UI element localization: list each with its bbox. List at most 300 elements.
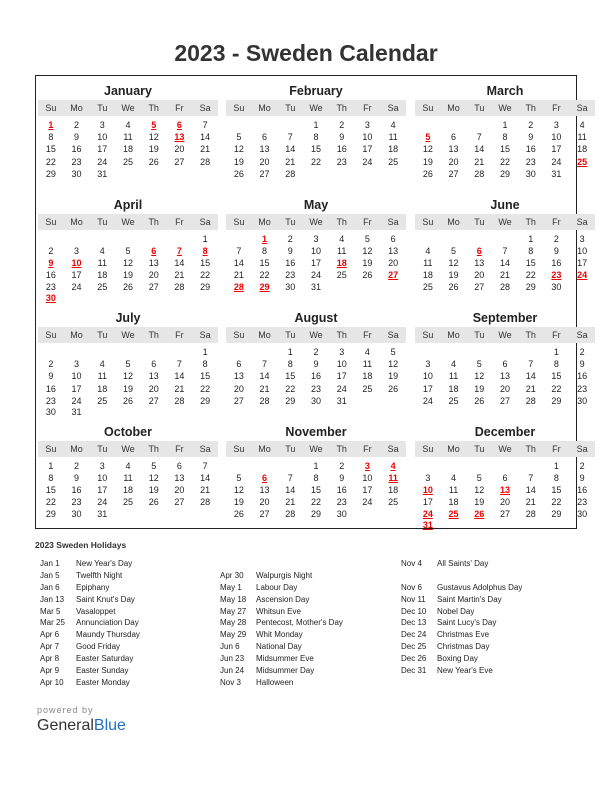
holiday-date: Jan 6 bbox=[40, 582, 60, 592]
empty-cell bbox=[415, 460, 441, 472]
day: 4 bbox=[579, 120, 585, 130]
day: 29 bbox=[499, 168, 510, 179]
day: 1 bbox=[313, 460, 319, 471]
weekday-label: We bbox=[309, 330, 323, 340]
day: 8 bbox=[553, 359, 559, 370]
day: 16 bbox=[71, 484, 82, 495]
holidays-title: 2023 Sweden Holidays bbox=[35, 540, 127, 550]
day: 11 bbox=[123, 472, 133, 483]
holiday-day: 28 bbox=[233, 282, 244, 293]
month-title: July bbox=[115, 311, 141, 325]
day: 12 bbox=[122, 257, 133, 268]
weekday-label: We bbox=[121, 216, 135, 227]
day: 10 bbox=[422, 371, 433, 382]
holiday-name: Christmas Eve bbox=[437, 630, 490, 640]
day: 23 bbox=[45, 395, 56, 406]
holiday-date: Jan 13 bbox=[40, 594, 65, 604]
day: 8 bbox=[528, 245, 534, 256]
day: 24 bbox=[71, 282, 82, 293]
day: 26 bbox=[122, 282, 133, 293]
day: 27 bbox=[148, 282, 159, 293]
day: 22 bbox=[45, 497, 56, 508]
holiday-name: Epiphany bbox=[76, 582, 110, 592]
day: 22 bbox=[525, 270, 536, 281]
day: 13 bbox=[148, 371, 159, 382]
empty-cell bbox=[167, 233, 193, 245]
day: 1 bbox=[202, 233, 208, 244]
day: 9 bbox=[579, 472, 585, 483]
weekday-label: Fr bbox=[363, 216, 372, 227]
weekday-label: Mo bbox=[447, 443, 460, 454]
month-title: August bbox=[294, 311, 338, 325]
holiday-name: Saint Lucy's Day bbox=[437, 618, 497, 628]
holiday-item bbox=[401, 570, 522, 582]
day: 1 bbox=[528, 233, 534, 244]
weekday-label: Tu bbox=[474, 103, 485, 113]
holiday-day: 1 bbox=[262, 233, 268, 244]
day: 16 bbox=[45, 270, 56, 281]
day: 14 bbox=[285, 484, 296, 495]
day: 2 bbox=[74, 460, 80, 471]
weekday-label: Th bbox=[148, 216, 159, 227]
day: 16 bbox=[551, 257, 562, 268]
day: 6 bbox=[502, 472, 508, 483]
weekday-label: Mo bbox=[258, 216, 271, 227]
holiday-day: 18 bbox=[336, 257, 347, 268]
weekday-label: Tu bbox=[285, 216, 296, 227]
day: 29 bbox=[200, 395, 211, 406]
day: 9 bbox=[313, 359, 319, 370]
day: 11 bbox=[97, 257, 107, 268]
day: 16 bbox=[285, 257, 296, 268]
day: 28 bbox=[174, 395, 185, 406]
day: 29 bbox=[551, 509, 562, 520]
holiday-item bbox=[40, 594, 140, 606]
weekday-label: Su bbox=[422, 216, 434, 227]
weekday-label: Fr bbox=[552, 103, 561, 113]
day: 31 bbox=[551, 168, 562, 179]
day: 11 bbox=[337, 245, 347, 256]
day: 8 bbox=[553, 472, 559, 483]
weekday-label: We bbox=[309, 443, 323, 454]
holiday-day: 13 bbox=[174, 132, 185, 143]
day: 15 bbox=[310, 144, 321, 155]
day: 4 bbox=[451, 359, 457, 370]
day: 12 bbox=[448, 257, 459, 268]
day: 22 bbox=[499, 156, 510, 167]
holiday-item bbox=[220, 653, 343, 665]
day: 4 bbox=[451, 472, 457, 483]
day: 27 bbox=[259, 168, 270, 179]
empty-cell bbox=[518, 460, 544, 472]
holiday-name: Gustavus Adolphus Day bbox=[437, 582, 523, 592]
month-june bbox=[415, 190, 595, 303]
weekday-label: Tu bbox=[285, 330, 296, 340]
day: 15 bbox=[551, 484, 562, 495]
day: 27 bbox=[474, 282, 485, 293]
day: 15 bbox=[525, 257, 536, 268]
day: 11 bbox=[97, 371, 107, 382]
day: 22 bbox=[200, 383, 211, 394]
holiday-item bbox=[220, 558, 343, 570]
weekday-label: Fr bbox=[552, 330, 561, 340]
day: 17 bbox=[577, 257, 588, 268]
day: 6 bbox=[151, 359, 157, 370]
days-grid bbox=[415, 233, 595, 294]
day: 14 bbox=[499, 257, 510, 268]
weekday-label: Tu bbox=[97, 330, 108, 340]
day: 11 bbox=[448, 371, 459, 382]
holiday-date: Jun 24 bbox=[220, 666, 245, 676]
day: 9 bbox=[74, 472, 80, 483]
empty-cell bbox=[466, 460, 492, 472]
day: 18 bbox=[97, 270, 108, 281]
empty-cell bbox=[141, 233, 167, 245]
day: 8 bbox=[313, 132, 319, 143]
day: 1 bbox=[287, 347, 293, 357]
holiday-name: National Day bbox=[256, 642, 302, 652]
weekday-label: Th bbox=[148, 330, 159, 340]
day: 29 bbox=[45, 168, 56, 179]
day: 4 bbox=[390, 120, 396, 130]
holiday-day: 25 bbox=[448, 509, 459, 520]
day: 19 bbox=[388, 371, 399, 382]
brand-logo bbox=[37, 705, 126, 735]
holiday-date: Jun 23 bbox=[220, 654, 245, 664]
holiday-day: 5 bbox=[151, 120, 157, 130]
day: 7 bbox=[528, 359, 534, 370]
holiday-day: 29 bbox=[259, 282, 270, 293]
empty-cell bbox=[492, 460, 518, 472]
month-title: January bbox=[104, 84, 152, 98]
day: 4 bbox=[339, 233, 345, 244]
weekday-label: Th bbox=[336, 216, 347, 227]
day: 3 bbox=[99, 120, 105, 130]
weekday-label: Su bbox=[233, 103, 245, 113]
day: 3 bbox=[553, 120, 559, 130]
empty-cell bbox=[252, 460, 278, 472]
day: 28 bbox=[285, 168, 296, 179]
day: 22 bbox=[551, 383, 562, 394]
holiday-item bbox=[401, 665, 522, 677]
month-title: September bbox=[472, 311, 538, 325]
holiday-date: Dec 13 bbox=[401, 618, 427, 628]
day: 20 bbox=[388, 257, 399, 268]
day: 28 bbox=[525, 395, 536, 406]
days-grid bbox=[38, 233, 218, 304]
day: 20 bbox=[448, 156, 459, 167]
day: 6 bbox=[502, 359, 508, 370]
day: 18 bbox=[448, 497, 459, 508]
holiday-name: Labour Day bbox=[256, 582, 298, 592]
day: 25 bbox=[97, 282, 108, 293]
weekday-label: Su bbox=[45, 330, 57, 340]
weekday-header bbox=[415, 327, 595, 343]
day: 5 bbox=[476, 359, 482, 370]
holiday-day: 24 bbox=[577, 270, 588, 281]
holiday-day: 30 bbox=[45, 293, 56, 304]
day: 19 bbox=[422, 156, 433, 167]
month-july bbox=[38, 303, 218, 416]
holiday-day: 3 bbox=[364, 460, 370, 471]
day: 21 bbox=[233, 270, 244, 281]
empty-cell bbox=[277, 119, 303, 131]
month-title: November bbox=[285, 424, 347, 439]
holiday-date: Dec 10 bbox=[401, 606, 427, 616]
weekday-label: Tu bbox=[97, 216, 108, 227]
day: 20 bbox=[499, 497, 510, 508]
days-grid bbox=[38, 460, 218, 521]
weekday-label: Su bbox=[45, 103, 57, 113]
day: 15 bbox=[551, 371, 562, 382]
day: 6 bbox=[390, 233, 396, 244]
day: 17 bbox=[422, 383, 433, 394]
day: 14 bbox=[233, 257, 244, 268]
weekday-label: Tu bbox=[285, 443, 296, 454]
day: 18 bbox=[122, 484, 133, 495]
weekday-label: Sa bbox=[576, 103, 588, 113]
day: 11 bbox=[577, 132, 587, 143]
holiday-name: All Saints' Day bbox=[437, 559, 489, 568]
day: 20 bbox=[259, 156, 270, 167]
weekday-label: Sa bbox=[387, 216, 399, 227]
day: 23 bbox=[336, 497, 347, 508]
day: 20 bbox=[174, 144, 185, 155]
weekday-header bbox=[415, 214, 595, 230]
day: 25 bbox=[122, 497, 133, 508]
day: 26 bbox=[122, 395, 133, 406]
weekday-label: We bbox=[121, 330, 135, 340]
powered-by: powered by bbox=[37, 705, 94, 715]
day: 23 bbox=[45, 282, 56, 293]
day: 27 bbox=[499, 509, 510, 520]
day: 5 bbox=[125, 359, 131, 370]
day: 27 bbox=[233, 395, 244, 406]
weekday-label: Fr bbox=[552, 216, 561, 227]
day: 3 bbox=[74, 359, 80, 370]
day: 18 bbox=[97, 383, 108, 394]
weekday-label: Tu bbox=[97, 443, 108, 454]
day: 12 bbox=[474, 371, 485, 382]
empty-cell bbox=[64, 233, 90, 245]
empty-cell bbox=[64, 346, 90, 358]
day: 2 bbox=[48, 245, 54, 256]
day: 7 bbox=[287, 472, 293, 483]
day: 30 bbox=[551, 282, 562, 293]
weekday-label: Mo bbox=[70, 103, 83, 113]
holiday-date: Apr 6 bbox=[40, 630, 60, 640]
weekday-label: Fr bbox=[363, 103, 372, 113]
holiday-name: New Year's Day bbox=[76, 559, 133, 568]
day: 17 bbox=[551, 144, 562, 155]
day: 1 bbox=[202, 347, 208, 357]
day: 24 bbox=[422, 395, 433, 406]
day: 12 bbox=[122, 371, 133, 382]
weekday-label: Su bbox=[233, 330, 245, 340]
day: 21 bbox=[200, 484, 211, 495]
month-october bbox=[38, 417, 218, 530]
day: 19 bbox=[233, 497, 244, 508]
day: 31 bbox=[310, 282, 321, 293]
day: 25 bbox=[97, 395, 108, 406]
day: 16 bbox=[577, 484, 588, 495]
empty-cell bbox=[415, 346, 441, 358]
day: 22 bbox=[551, 497, 562, 508]
day: 26 bbox=[422, 168, 433, 179]
weekday-header bbox=[38, 441, 218, 457]
day: 8 bbox=[48, 472, 54, 483]
empty-cell bbox=[226, 119, 252, 131]
holiday-item bbox=[401, 617, 522, 629]
holiday-name: Whit Monday bbox=[256, 630, 303, 640]
day: 1 bbox=[553, 347, 559, 357]
empty-cell bbox=[252, 346, 278, 358]
holiday-item bbox=[40, 617, 140, 629]
holiday-item bbox=[40, 582, 140, 594]
month-april bbox=[38, 190, 218, 303]
weekday-label: Th bbox=[525, 443, 536, 454]
empty-cell bbox=[141, 346, 167, 358]
day: 30 bbox=[71, 168, 82, 179]
day: 13 bbox=[499, 371, 510, 382]
day: 19 bbox=[474, 383, 485, 394]
weekday-label: Th bbox=[336, 330, 347, 340]
days-grid bbox=[38, 119, 218, 180]
day: 30 bbox=[336, 509, 347, 520]
holiday-day: 10 bbox=[71, 257, 82, 268]
day: 18 bbox=[362, 371, 373, 382]
day: 1 bbox=[553, 460, 559, 471]
weekday-label: We bbox=[498, 103, 512, 113]
day: 20 bbox=[174, 484, 185, 495]
day: 24 bbox=[362, 156, 373, 167]
holiday-item bbox=[220, 677, 343, 689]
day: 23 bbox=[525, 156, 536, 167]
weekday-header bbox=[226, 441, 406, 457]
day: 2 bbox=[48, 359, 54, 370]
day: 19 bbox=[233, 156, 244, 167]
day: 3 bbox=[99, 460, 105, 471]
holiday-date: Jun 6 bbox=[220, 642, 240, 652]
day: 7 bbox=[287, 132, 293, 143]
day: 12 bbox=[422, 144, 433, 155]
weekday-label: Sa bbox=[576, 330, 588, 340]
month-title: May bbox=[303, 197, 329, 212]
day: 4 bbox=[125, 460, 131, 471]
holiday-day: 26 bbox=[474, 509, 485, 520]
day: 10 bbox=[97, 472, 108, 483]
day: 5 bbox=[476, 472, 482, 483]
day: 21 bbox=[200, 144, 211, 155]
holiday-date: Apr 30 bbox=[220, 570, 244, 580]
day: 16 bbox=[525, 144, 536, 155]
day: 15 bbox=[45, 144, 56, 155]
day: 16 bbox=[336, 484, 347, 495]
day: 29 bbox=[551, 395, 562, 406]
day: 23 bbox=[310, 383, 321, 394]
day: 31 bbox=[336, 395, 347, 406]
holiday-name: Good Friday bbox=[76, 642, 121, 652]
day: 2 bbox=[579, 460, 585, 471]
day: 16 bbox=[45, 383, 56, 394]
weekday-header bbox=[38, 100, 218, 116]
day: 30 bbox=[71, 509, 82, 520]
empty-cell bbox=[89, 233, 115, 245]
day: 24 bbox=[310, 270, 321, 281]
day: 5 bbox=[236, 472, 242, 483]
day: 10 bbox=[71, 371, 82, 382]
weekday-label: Fr bbox=[175, 443, 184, 454]
weekday-label: Sa bbox=[199, 103, 211, 113]
day: 22 bbox=[285, 383, 296, 394]
day: 20 bbox=[148, 270, 159, 281]
holiday-date: Nov 3 bbox=[220, 677, 241, 687]
day: 12 bbox=[388, 359, 399, 370]
weekday-label: Su bbox=[233, 443, 245, 454]
day: 19 bbox=[122, 270, 133, 281]
month-february bbox=[226, 76, 406, 189]
day: 2 bbox=[528, 120, 534, 130]
day: 2 bbox=[339, 460, 345, 471]
holiday-item bbox=[220, 594, 343, 606]
day: 3 bbox=[313, 233, 319, 244]
empty-cell bbox=[226, 460, 252, 472]
day: 17 bbox=[97, 484, 108, 495]
day: 5 bbox=[390, 347, 396, 357]
day: 11 bbox=[423, 257, 433, 268]
weekday-label: Fr bbox=[175, 216, 184, 227]
day: 8 bbox=[287, 359, 293, 370]
day: 9 bbox=[48, 371, 54, 382]
weekday-label: We bbox=[498, 330, 512, 340]
day: 25 bbox=[362, 383, 373, 394]
day: 5 bbox=[151, 460, 157, 471]
day: 11 bbox=[123, 132, 133, 143]
holiday-date: Nov 11 bbox=[401, 594, 426, 604]
day: 20 bbox=[148, 383, 159, 394]
empty-cell bbox=[441, 460, 467, 472]
day: 14 bbox=[200, 472, 211, 483]
day: 2 bbox=[579, 347, 585, 357]
day: 30 bbox=[577, 509, 588, 520]
day: 25 bbox=[336, 270, 347, 281]
day: 18 bbox=[422, 270, 433, 281]
day: 21 bbox=[174, 270, 185, 281]
month-december bbox=[415, 417, 595, 530]
empty-cell bbox=[115, 346, 141, 358]
holiday-day: 6 bbox=[262, 472, 268, 483]
day: 18 bbox=[388, 484, 399, 495]
day: 26 bbox=[448, 282, 459, 293]
day: 22 bbox=[45, 156, 56, 167]
day: 18 bbox=[577, 144, 588, 155]
holiday-name: Annunciation Day bbox=[76, 618, 139, 628]
weekday-label: Fr bbox=[552, 443, 561, 454]
day: 19 bbox=[148, 144, 159, 155]
day: 17 bbox=[422, 497, 433, 508]
day: 18 bbox=[122, 144, 133, 155]
month-title: April bbox=[113, 197, 143, 212]
day: 20 bbox=[259, 497, 270, 508]
weekday-label: Th bbox=[336, 103, 347, 113]
day: 31 bbox=[71, 406, 82, 417]
holiday-day: 1 bbox=[48, 120, 54, 130]
day: 24 bbox=[551, 156, 562, 167]
holiday-day: 5 bbox=[425, 132, 431, 143]
day: 10 bbox=[551, 132, 562, 143]
day: 3 bbox=[425, 472, 431, 483]
day: 28 bbox=[259, 395, 270, 406]
